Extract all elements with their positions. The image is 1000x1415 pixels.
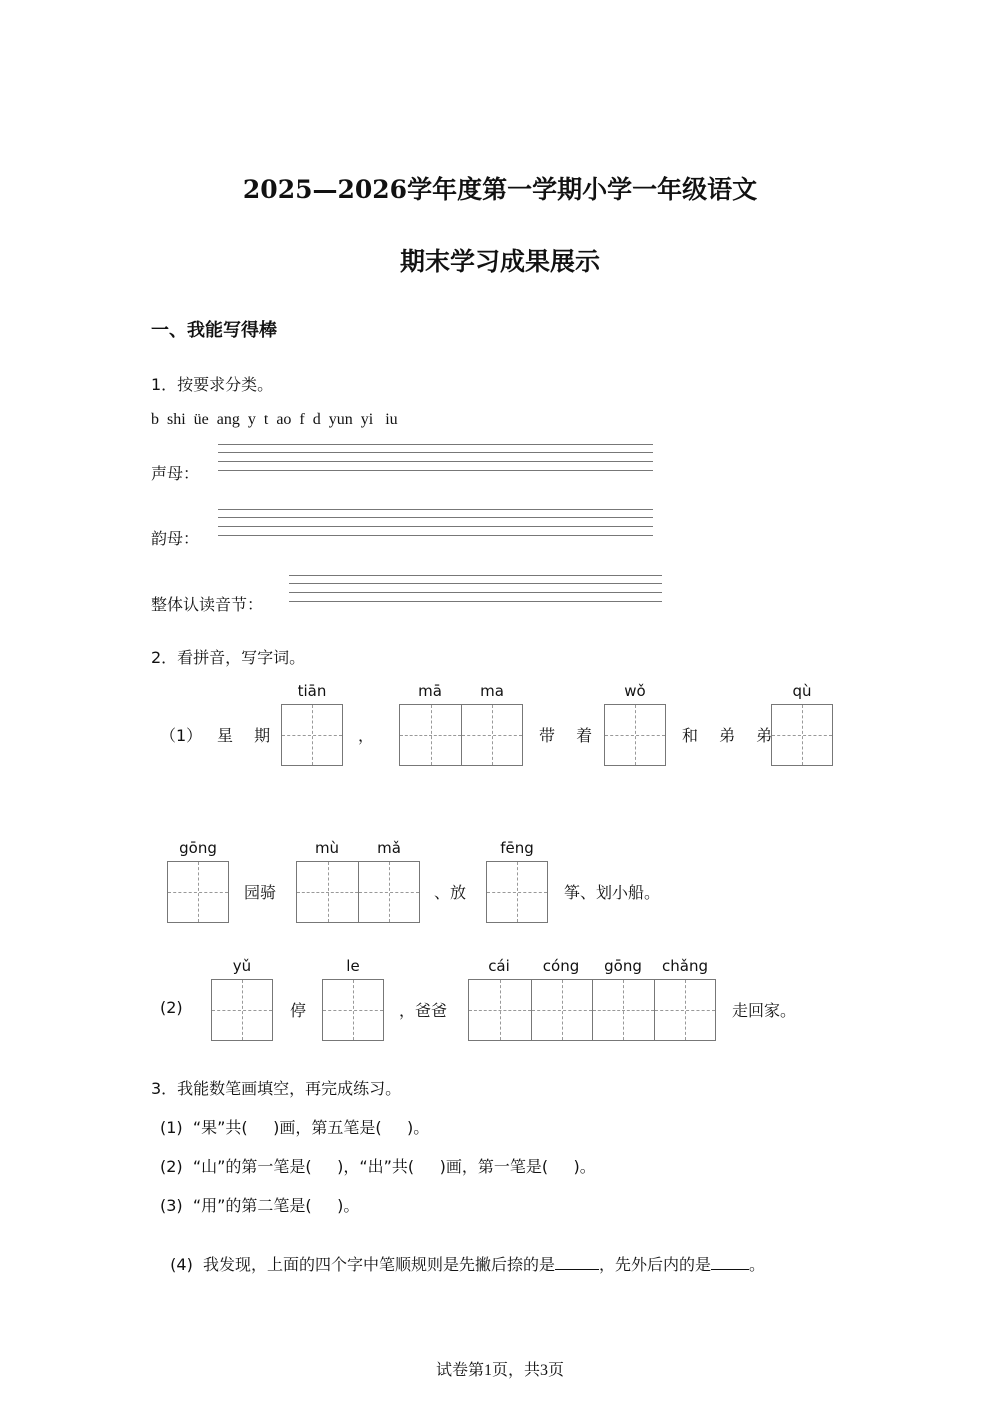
pinyin-cong: cóng	[542, 957, 580, 975]
question-3-prompt: 3．我能数笔画填空，再完成练习。	[151, 1079, 402, 1098]
answer-blank-2[interactable]	[711, 1255, 749, 1270]
text-zouhuijia: 走回家。	[732, 1001, 797, 1020]
pinyin-tian: tiān	[297, 682, 327, 700]
pinyin-wo: wǒ	[624, 682, 646, 700]
pinyin-chang: chǎng	[662, 957, 708, 975]
pinyin-qu: qù	[792, 682, 812, 700]
char-box-muma[interactable]	[296, 861, 420, 923]
title-line-1: 2025—2026学年度第一学期小学一年级语文	[242, 175, 758, 204]
text-fang: 、放	[434, 883, 467, 902]
q3-sub-4	[160, 1233, 765, 1275]
q3-sub-4-text-a: (4) 我发现，上面的四个字中笔顺规则是先撇后捺的是	[170, 1255, 556, 1274]
text-daizhe: 带 着	[539, 726, 601, 745]
char-box-wo[interactable]	[604, 704, 666, 766]
pinyin-gong-2: gōng	[604, 957, 642, 975]
char-box-feng[interactable]	[486, 861, 548, 923]
text-hedidi: 和 弟 弟	[682, 726, 781, 745]
comma-1: ，	[358, 726, 375, 745]
char-box-caicongongchang[interactable]	[468, 979, 716, 1041]
answer-blank-1[interactable]	[555, 1255, 599, 1270]
section-heading: 一、我能写得棒	[151, 320, 277, 341]
char-box-qu[interactable]	[771, 704, 833, 766]
text-xingqi: 星 期	[217, 726, 279, 745]
pinyin-le: le	[346, 957, 360, 975]
zhengti-writing-lines[interactable]	[289, 575, 662, 603]
char-box-tian[interactable]	[281, 704, 343, 766]
pinyin-cai: cái	[488, 957, 510, 975]
char-box-gong[interactable]	[167, 861, 229, 923]
text-ting: 停	[290, 1001, 307, 1020]
pinyin-gong: gōng	[179, 839, 217, 857]
pinyin-yu: yǔ	[232, 957, 252, 975]
text-yuanqi: 园骑	[244, 883, 277, 902]
pinyin-feng: fēng	[500, 839, 534, 857]
yunmu-writing-lines[interactable]	[218, 509, 653, 537]
pinyin-mu: mù	[314, 839, 340, 857]
q3-sub-2[interactable]: (2) “山”的第一笔是( )，“出”共( )画，第一笔是( )。	[160, 1157, 596, 1176]
page-footer: 试卷第1页，共3页	[435, 1362, 564, 1379]
q3-sub-3[interactable]: (3) “用”的第二笔是( )。	[160, 1196, 360, 1215]
char-box-le[interactable]	[322, 979, 384, 1041]
zhengti-label: 整体认读音节：	[151, 595, 264, 614]
pinyin-items: b shi üe ang y t ao f d yun yi iu	[151, 411, 398, 428]
text-baba: ，爸爸	[399, 1001, 448, 1020]
char-box-yu[interactable]	[211, 979, 273, 1041]
question-2-prompt: 2．看拼音，写字词。	[151, 648, 306, 667]
pinyin-ma1: mā	[418, 682, 442, 700]
q3-sub-4-text-c: 。	[749, 1255, 766, 1274]
part-1-label: （1）	[160, 726, 203, 745]
pinyin-ma2: ma	[480, 682, 504, 700]
q3-sub-4-text-b: ，先外后内的是	[599, 1255, 712, 1274]
q3-sub-1[interactable]: (1) “果”共( )画，第五笔是( )。	[160, 1118, 430, 1137]
text-zheng: 筝、划小船。	[564, 883, 661, 902]
shengmu-label: 声母：	[151, 464, 200, 483]
shengmu-writing-lines[interactable]	[218, 444, 653, 472]
question-1-prompt: 1．按要求分类。	[151, 375, 274, 394]
char-box-mama[interactable]	[399, 704, 523, 766]
yunmu-label: 韵母：	[151, 529, 200, 548]
pinyin-ma3: mǎ	[377, 839, 401, 857]
title-line-2: 期末学习成果展示	[399, 247, 600, 276]
part-2-label: (2)	[160, 998, 183, 1017]
